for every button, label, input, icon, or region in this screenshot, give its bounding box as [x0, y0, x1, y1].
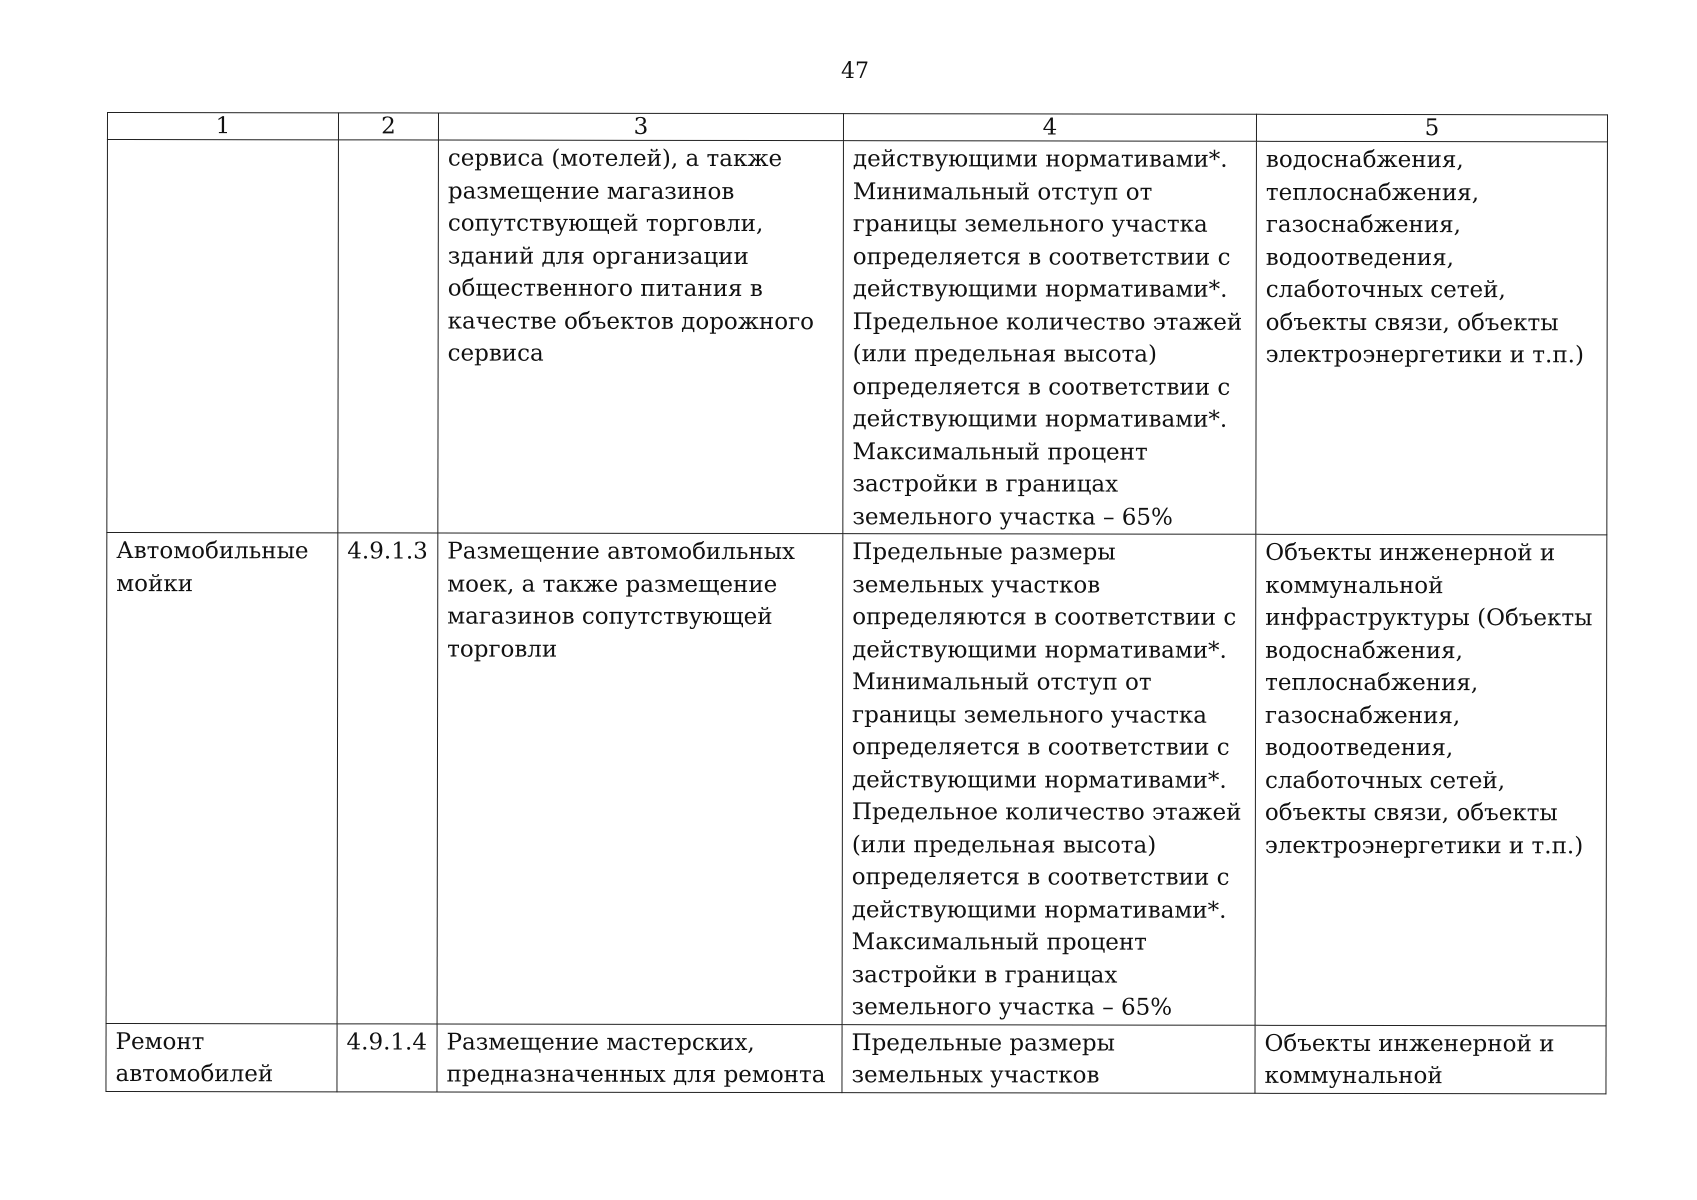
cell-name: [107, 140, 339, 533]
cell-parameters: [842, 534, 1256, 1025]
cell-text-line: Максимальный процент: [852, 438, 1148, 466]
cell-text-line: Предельное количество этажей: [851, 799, 1242, 826]
column-header-3: 3: [438, 113, 843, 141]
table-header-row: [107, 113, 1607, 142]
cell-parameters: [842, 1024, 1255, 1093]
cell-text-line: Максимальный процент: [851, 929, 1147, 956]
cell-text-line: земельного участка – 65%: [852, 503, 1173, 531]
column-header-2: 2: [338, 113, 438, 140]
cell-text-line: застройки в границах: [852, 471, 1119, 498]
cell-text-line: Объекты инженерной и: [1264, 1030, 1555, 1057]
cell-text-line: Предельные размеры: [851, 1029, 1115, 1057]
cell-text-line: теплоснабжения,: [1265, 179, 1480, 206]
cell-auxiliary: [1255, 1025, 1606, 1094]
cell-text-line: общественного питания в: [447, 275, 763, 303]
cell-text-line: определяются в соответствии с: [852, 604, 1237, 631]
cell-text-line: водоотведения,: [1265, 244, 1454, 271]
column-header-1: 1: [107, 113, 338, 140]
cell-text-line: газоснабжения,: [1265, 211, 1462, 239]
cell-text-line: водоснабжения,: [1265, 637, 1464, 664]
cell-text-line: электроэнергетики и т.п.): [1265, 341, 1584, 369]
cell-code: [337, 1023, 437, 1091]
page-number: 47: [841, 59, 869, 84]
cell-text-line: качестве объектов дорожного: [447, 308, 815, 335]
cell-text-line: автомобилей: [115, 1061, 274, 1088]
cell-text-line: инфраструктуры (Объекты: [1265, 604, 1593, 632]
cell-text-line: границы земельного участка: [852, 211, 1208, 238]
cell-text-line: Размещение мастерских,: [446, 1029, 755, 1056]
column-header-5: 5: [1256, 114, 1607, 142]
cell-text-line: коммунальной: [1264, 1062, 1443, 1090]
cell-text-line: земельного участка – 65%: [851, 994, 1173, 1021]
cell-text-line: Ремонт: [115, 1028, 205, 1055]
cell-text-line: предназначенных для ремонта: [446, 1061, 826, 1089]
cell-text-line: действующими нормативами*.: [852, 276, 1228, 303]
cell-text-line: торговли: [447, 636, 558, 663]
cell-text-line: объекты связи, объекты: [1265, 309, 1559, 336]
cell-text-line: водоотведения,: [1264, 734, 1454, 762]
table-row-continuation: [107, 140, 1608, 535]
cell-text-line: действующими нормативами*.: [851, 896, 1227, 924]
cell-text-line: Размещение автомобильных: [447, 538, 796, 566]
cell-description: [438, 140, 844, 534]
cell-text-line: действующими нормативами*.: [852, 406, 1228, 433]
cell-text-line: земельных участков: [852, 571, 1101, 599]
cell-text-line: действующими нормативами*.: [851, 766, 1227, 794]
cell-text-line: действующими нормативами*.: [852, 146, 1228, 173]
cell-text-line: электроэнергетики и т.п.): [1264, 832, 1584, 859]
cell-text-line: зданий для организации: [447, 243, 749, 270]
cell-code: [337, 533, 438, 1024]
column-header-4: 4: [843, 114, 1256, 142]
cell-text-line: сервиса (мотелей), а также: [447, 145, 783, 173]
cell-text-line: определяется в соответствии с: [851, 864, 1230, 891]
cell-text-line: земельных участков: [851, 1062, 1100, 1089]
cell-description: [437, 1024, 842, 1093]
cell-text-line: Минимальный отступ от: [852, 669, 1152, 696]
cell-text-line: слаботочных сетей,: [1265, 276, 1506, 304]
cell-text-line: моек, а также размещение: [447, 571, 778, 598]
cell-text-line: определяется в соответствии с: [852, 243, 1231, 271]
cell-text-line: 4.9.1.4: [346, 1028, 428, 1056]
cell-text-line: Объекты инженерной и: [1265, 539, 1556, 567]
cell-text-line: водоснабжения,: [1265, 146, 1464, 174]
cell-text-line: слаботочных сетей,: [1264, 767, 1506, 794]
cell-description: [437, 533, 843, 1024]
cell-parameters: [843, 141, 1257, 535]
cell-auxiliary: [1255, 534, 1607, 1025]
cell-text-line: границы земельного участка: [852, 701, 1207, 729]
zoning-table: [105, 112, 1608, 1094]
cell-text-line: размещение магазинов: [447, 178, 735, 205]
table-row-car-repair: [106, 1023, 1606, 1093]
cell-text-line: сопутствующей торговли,: [447, 210, 764, 238]
cell-text-line: 4.9.1.3: [347, 538, 428, 565]
cell-text-line: мойки: [116, 570, 194, 597]
cell-auxiliary: [1256, 141, 1608, 535]
cell-text-line: действующими нормативами*.: [852, 636, 1227, 664]
cell-text-line: коммунальной: [1265, 572, 1444, 599]
cell-text-line: Предельное количество этажей: [852, 308, 1243, 336]
cell-name: [106, 1023, 337, 1091]
cell-text-line: Автомобильные: [116, 538, 309, 565]
cell-text-line: объекты связи, объекты: [1264, 799, 1558, 827]
cell-text-line: Предельные размеры: [852, 539, 1116, 566]
cell-text-line: теплоснабжения,: [1265, 669, 1479, 697]
cell-code: [338, 140, 439, 533]
cell-text-line: Минимальный отступ от: [852, 178, 1153, 206]
cell-text-line: (или предельная высота): [852, 341, 1158, 368]
cell-text-line: (или предельная высота): [851, 831, 1157, 859]
table-row-car-wash: [106, 533, 1607, 1026]
cell-text-line: газоснабжения,: [1265, 702, 1461, 729]
cell-name: [106, 533, 338, 1024]
cell-text-line: застройки в границах: [851, 961, 1118, 989]
cell-text-line: определяется в соответствии с: [851, 734, 1230, 761]
cell-text-line: определяется в соответствии с: [852, 373, 1231, 401]
cell-text-line: сервиса: [447, 340, 544, 367]
cell-text-line: магазинов сопутствующей: [447, 603, 773, 631]
